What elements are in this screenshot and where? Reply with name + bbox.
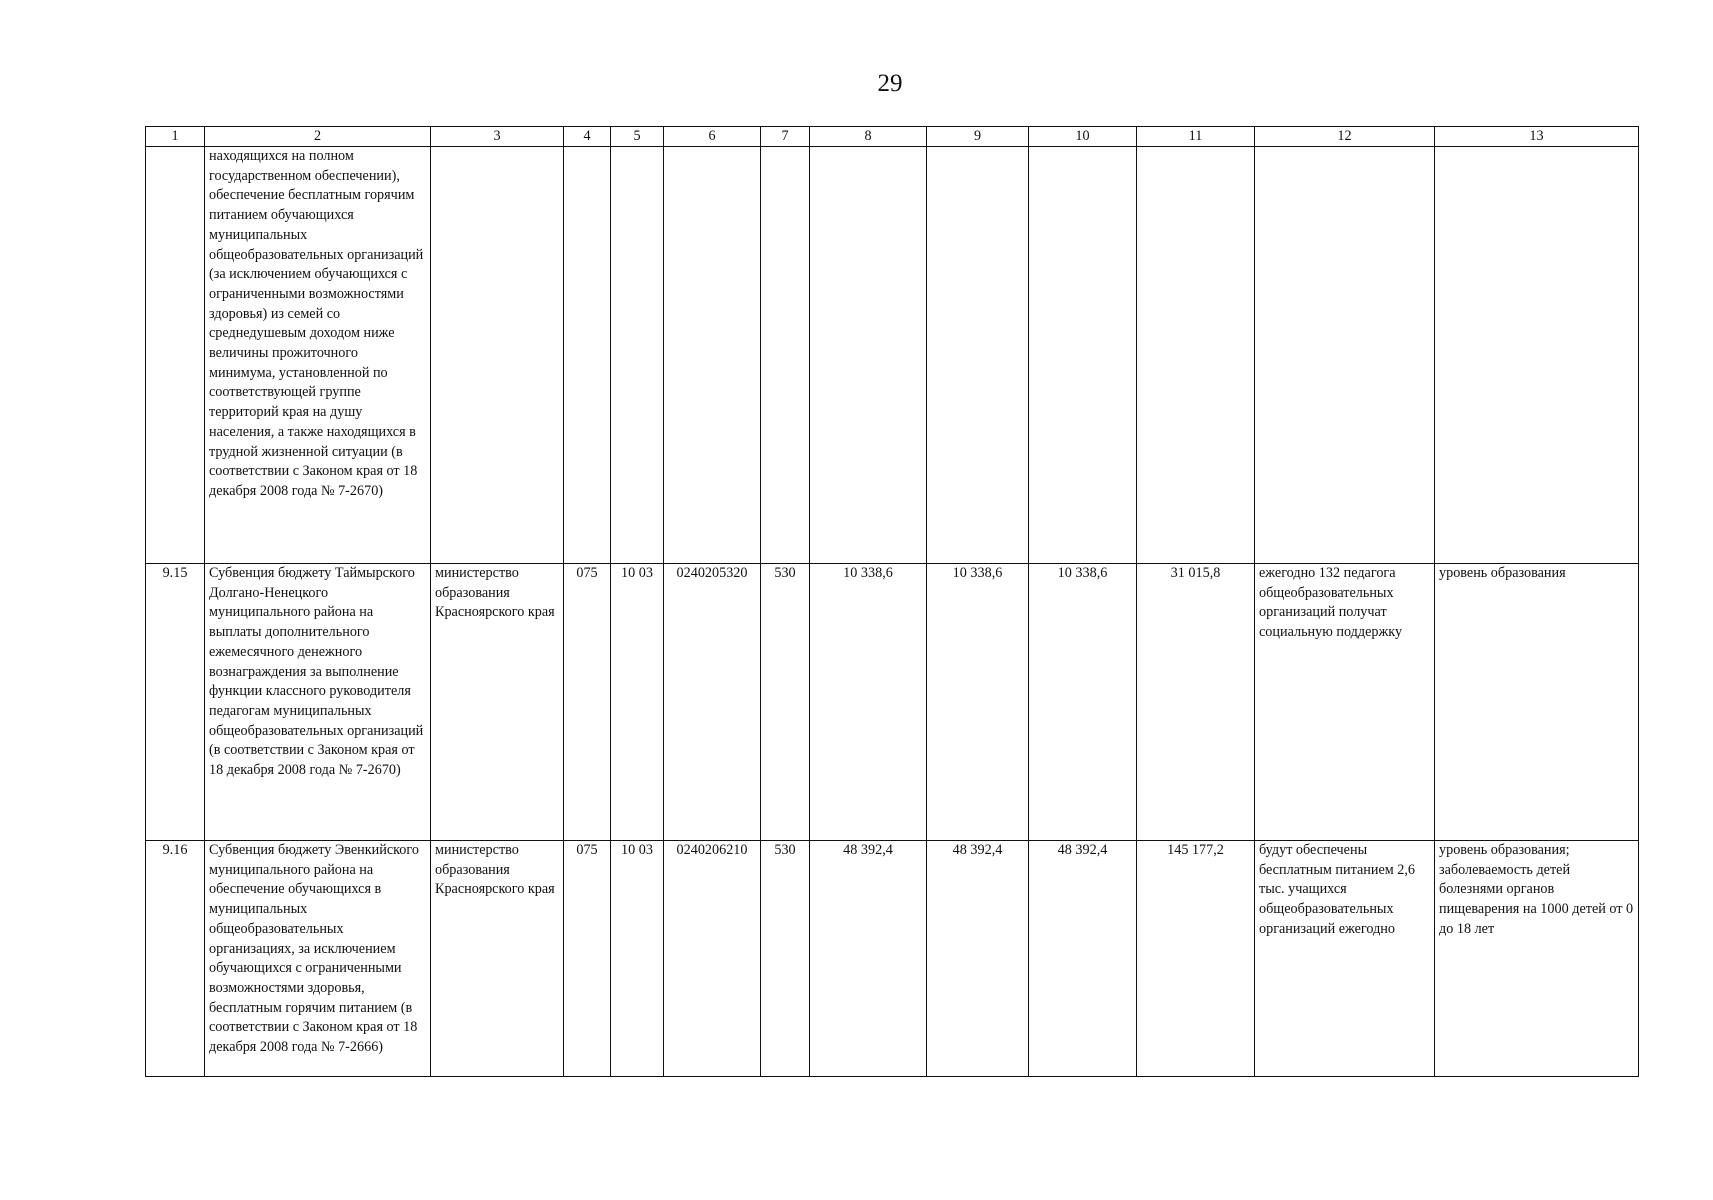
row-number: 9.15 — [146, 564, 205, 841]
expected-result: ежегодно 132 педагога общеобразовательных организаций получат социальную поддержку — [1255, 564, 1435, 841]
expected-result — [1255, 147, 1435, 564]
vr-code: 530 — [761, 564, 810, 841]
year1-amount: 48 392,4 — [810, 841, 927, 1077]
year1-amount — [810, 147, 927, 564]
measure-name: Субвенция бюджету Эвенкийского муниципального района на обеспечение обучающихся в муниципальных общеобразовательных организациях, за исключением обучающихся с ограниченными возможностями здоровья, бесплатным горячим питанием (в соответствии с Законом края от 18 декабря 2008 года № 7-2666) — [205, 841, 431, 1077]
column-header: 3 — [431, 127, 564, 147]
csr-code — [664, 147, 761, 564]
total-amount: 31 015,8 — [1137, 564, 1255, 841]
column-header: 1 — [146, 127, 205, 147]
measure-name: находящихся на полном государственном обеспечении), обеспечение бесплатным горячим питанием обучающихся муниципальных общеобразовательных организаций (за исключением обучающихся с ограниченными возможностями здоровья) из семей со среднедушевым доходом ниже величины прожиточного минимума, установленной по соответствующей группе территорий края на душу населения, а также находящихся в трудной жизненной ситуации (в соответствии с Законом края от 18 декабря 2008 года № 7-2670) — [205, 147, 431, 564]
expected-result: будут обеспечены бесплатным питанием 2,6 тыс. учащихся общеобразовательных организаций ежегодно — [1255, 841, 1435, 1077]
column-header: 12 — [1255, 127, 1435, 147]
column-header: 4 — [564, 127, 611, 147]
year3-amount: 48 392,4 — [1029, 841, 1137, 1077]
executor: министерство образования Красноярского края — [431, 564, 564, 841]
table-row — [146, 841, 1639, 1077]
row-number — [146, 147, 205, 564]
page-number: 29 — [877, 70, 903, 97]
table-row — [146, 147, 1639, 564]
total-amount: 145 177,2 — [1137, 841, 1255, 1077]
total-amount — [1137, 147, 1255, 564]
column-header: 7 — [761, 127, 810, 147]
budget-table — [145, 126, 1639, 1077]
column-header: 9 — [927, 127, 1029, 147]
year3-amount — [1029, 147, 1137, 564]
year2-amount: 48 392,4 — [927, 841, 1029, 1077]
year2-amount — [927, 147, 1029, 564]
table-header-row — [146, 127, 1639, 147]
rzpr-code: 10 03 — [611, 564, 664, 841]
column-header: 13 — [1435, 127, 1639, 147]
indicator: уровень образования; заболеваемость детей болезнями органов пищеварения на 1000 детей от 0 до 18 лет — [1435, 841, 1639, 1077]
grbs-code — [564, 147, 611, 564]
csr-code: 0240206210 — [664, 841, 761, 1077]
year2-amount: 10 338,6 — [927, 564, 1029, 841]
table-row — [146, 564, 1639, 841]
column-header: 10 — [1029, 127, 1137, 147]
rzpr-code: 10 03 — [611, 841, 664, 1077]
csr-code: 0240205320 — [664, 564, 761, 841]
column-header: 6 — [664, 127, 761, 147]
column-header: 2 — [205, 127, 431, 147]
column-header: 8 — [810, 127, 927, 147]
grbs-code: 075 — [564, 841, 611, 1077]
column-header: 11 — [1137, 127, 1255, 147]
executor: министерство образования Красноярского края — [431, 841, 564, 1077]
column-header: 5 — [611, 127, 664, 147]
grbs-code: 075 — [564, 564, 611, 841]
indicator — [1435, 147, 1639, 564]
year1-amount: 10 338,6 — [810, 564, 927, 841]
indicator: уровень образования — [1435, 564, 1639, 841]
executor — [431, 147, 564, 564]
year3-amount: 10 338,6 — [1029, 564, 1137, 841]
rzpr-code — [611, 147, 664, 564]
vr-code: 530 — [761, 841, 810, 1077]
row-number: 9.16 — [146, 841, 205, 1077]
vr-code — [761, 147, 810, 564]
measure-name: Субвенция бюджету Таймырского Долгано-Ненецкого муниципального района на выплаты дополнительного ежемесячного денежного вознаграждения за выполнение функции классного руководителя педагогам муниципальных общеобразовательных организаций (в соответствии с Законом края от 18 декабря 2008 года № 7-2670) — [205, 564, 431, 841]
